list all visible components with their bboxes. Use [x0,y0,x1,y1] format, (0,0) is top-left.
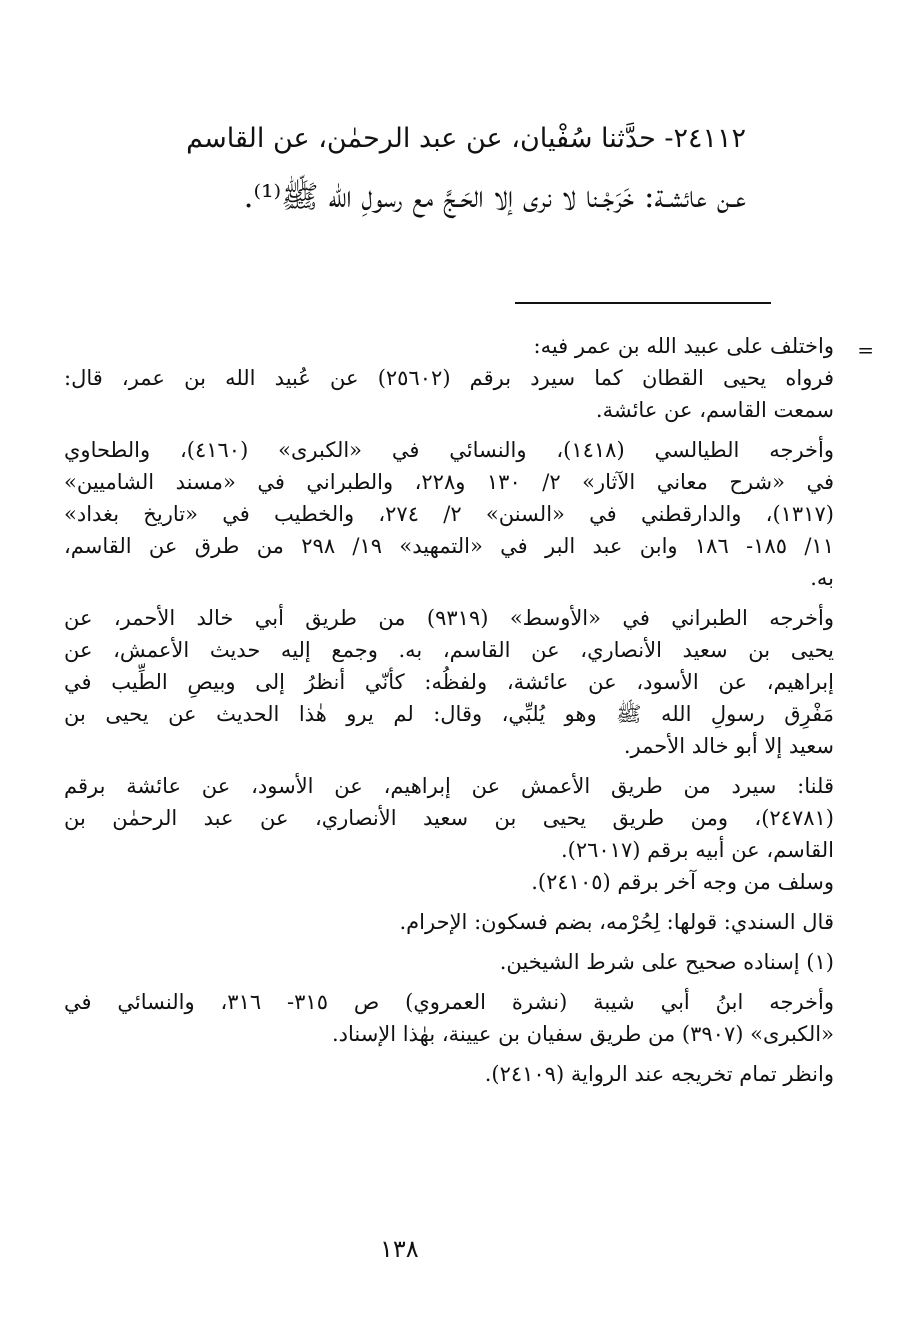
hadith-line-isnad: ٢٤١١٢- حدَّثنا سُفْيان، عن عبد الرحمٰن، عن القاسم [186,123,746,154]
footnote-line: (١) إسناده صحيح على شرط الشيخين. [499,950,834,974]
footnote-line: قال السندي: قولها: لِحُرْمه، بضم فسكون: الإحرام. [399,910,834,934]
footnote-line: وأخرجه الطيالسي (١٤١٨)، والنسائي في «الكبرى» (٤١٦٠)، والطحاوي [64,438,834,462]
footnote-line: واختلف على عبيد الله بن عمر فيه: [533,334,834,358]
footnote-line: وأخرجه ابنُ أبي شيبة (نشرة العمروي) ص ٣١٥- ٣١٦، والنسائي في [64,990,834,1014]
footnote-line: القاسم، عن أبيه برقم (٢٦٠١٧). [560,838,834,862]
footnote-line: إبراهيم، عن الأسود، عن عائشة، ولفظُه: كأنّي أنظرُ إلى وبيصِ الطِّيب في [64,670,834,694]
continuation-mark: = [857,338,874,362]
footnotes [64,330,834,1090]
footnote-line: سعيد إلا أبو خالد الأحمر. [623,734,834,758]
footnote-line: «الكبرى» (٣٩٠٧) من طريق سفيان بن عيينة، بهٰذا الإسناد. [331,1022,834,1046]
footnote-line: يحيى بن سعيد الأنصاري، عن القاسم، به. وجمع إليه حديث الأعمش، عن [64,638,834,662]
footnote-line: ١١/ ١٨٥- ١٨٦ وابن عبد البر في «التمهيد» ١٩/ ٢٩٨ من طرق عن القاسم، [64,534,834,558]
footnote-line: به. [810,566,834,590]
footnote-line: وأخرجه الطبراني في «الأوسط» (٩٣١٩) من طريق أبي خالد الأحمر، عن [64,606,835,630]
footnote-line: وانظر تمام تخريجه عند الرواية (٢٤١٠٩). [484,1062,834,1086]
page-number: ١٣٨ [380,1235,419,1263]
hadith-line-matn: عـن عائشـة: خَرَجْـنا لا نرى إلا الحَـجَّ مع رسولِ الله ﷺ⁽¹⁾. [243,179,746,215]
footnote-line: مَفْرِق رسولِ الله ﷺ وهو يُلبِّي، وقال: لم يرو هٰذا الحديث عن يحيى بن [64,702,834,726]
footnote-line: فرواه يحيى القطان كما سيرد برقم (٢٥٦٠٢) عن عُبيد الله بن عمر، قال: [64,366,834,390]
hadith-text [126,110,746,226]
footnote-separator [515,302,771,304]
footnote-line: (١٣١٧)، والدارقطني في «السنن» ٢/ ٢٧٤، والخطيب في «تاريخ بغداد» [64,502,834,526]
footnote-line: (٢٤٧٨١)، ومن طريق يحيى بن سعيد الأنصاري، عن عبد الرحمٰن بن [64,806,834,830]
footnote-line: قلنا: سيرد من طريق الأعمش عن إبراهيم، عن الأسود، عن عائشة برقم [64,774,834,798]
footnote-line: سمعت القاسم، عن عائشة. [595,398,834,422]
footnote-line: وسلف من وجه آخر برقم (٢٤١٠٥). [531,870,834,894]
footnote-line: في «شرح معاني الآثار» ٢/ ١٣٠ و٢٢٨، والطبراني في «مسند الشاميين» [64,470,834,494]
